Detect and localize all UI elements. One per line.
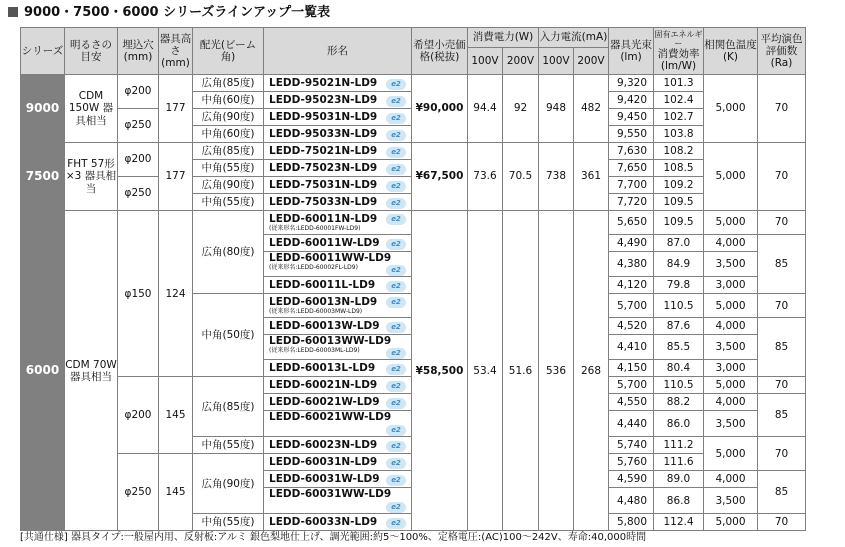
- lumen-cell: 4,380: [609, 252, 654, 277]
- cct-cell: 3,500: [704, 411, 758, 437]
- model-name: LEDD-60023N-LD9: [269, 438, 378, 451]
- efficiency-cell: 109.2: [654, 177, 704, 194]
- lumen-cell: 7,720: [609, 194, 654, 211]
- beam-cell: 広角(80度): [193, 211, 264, 294]
- e2-icon: e2: [386, 364, 406, 375]
- height-9000: 177: [159, 75, 193, 143]
- brightness-6000: CDM 70W 器具相当: [65, 211, 118, 531]
- model-cell: [264, 277, 412, 294]
- header-cct: 相関色温度(K): [704, 28, 758, 75]
- e2-icon: e2: [386, 281, 406, 292]
- former-model-name: (従来形名:LEDD-60003ML-LD9): [269, 347, 360, 355]
- model-name: LEDD-60011L-LD9: [269, 278, 376, 291]
- series-9000: 9000: [21, 75, 65, 143]
- e2-icon: e2: [386, 398, 406, 409]
- e2-icon: e2: [386, 475, 406, 486]
- cct-cell: 3,500: [704, 252, 758, 277]
- brightness-7500: FHT 57形×3 器具相当: [65, 143, 118, 211]
- lumen-cell: 4,480: [609, 488, 654, 514]
- efficiency-cell: 87.0: [654, 235, 704, 252]
- height-6000-2: 145: [159, 377, 193, 454]
- height-6000-1: 124: [159, 211, 193, 377]
- e2-icon: e2: [386, 348, 406, 359]
- cutout-6000-1: φ150: [118, 211, 159, 377]
- cct-cell: 4,000: [704, 318, 758, 335]
- cri-cell: 70: [758, 211, 806, 235]
- efficiency-cell: 109.5: [654, 211, 704, 235]
- cri-cell: 70: [758, 294, 806, 318]
- lumen-cell: 4,410: [609, 335, 654, 360]
- model-cell: [264, 411, 412, 437]
- beam-cell: 広角(90度): [193, 109, 264, 126]
- current100-7500: 738: [539, 143, 574, 211]
- model-cell: [264, 194, 412, 211]
- beam-cell: 広角(85度): [193, 75, 264, 92]
- efficiency-cell: 108.5: [654, 160, 704, 177]
- lumen-cell: 9,550: [609, 126, 654, 143]
- former-model-name: (従来形名:LEDD-60003MW-LD9): [269, 307, 363, 315]
- efficiency-cell: 112.4: [654, 514, 704, 531]
- header-beam: 配光(ビーム角): [193, 28, 264, 75]
- model-cell: [264, 394, 412, 411]
- model-cell: [264, 143, 412, 160]
- e2-icon: e2: [386, 502, 406, 513]
- model-cell: [264, 360, 412, 377]
- series-7500: 7500: [21, 143, 65, 211]
- model-name: LEDD-75031N-LD9: [269, 178, 378, 191]
- current200-7500: 361: [574, 143, 609, 211]
- model-name: LEDD-60013W-LD9: [269, 319, 380, 332]
- cct-cell: 3,000: [704, 277, 758, 294]
- lumen-cell: 5,760: [609, 454, 654, 471]
- model-name: LEDD-60013N-LD9: [269, 295, 378, 308]
- model-cell: [264, 294, 412, 318]
- lumen-cell: 5,740: [609, 437, 654, 454]
- model-name: LEDD-60031W-LD9: [269, 472, 380, 485]
- cct-cell: 4,000: [704, 471, 758, 488]
- e2-icon: e2: [386, 164, 406, 175]
- efficiency-cell: 111.6: [654, 454, 704, 471]
- e2-icon: e2: [386, 425, 406, 436]
- lumen-cell: 4,590: [609, 471, 654, 488]
- former-model-name: (従来形名:LEDD-60001FW-LD9): [269, 224, 361, 232]
- model-cell: [264, 454, 412, 471]
- e2-icon: e2: [386, 518, 406, 529]
- model-name: LEDD-60011WW-LD9: [269, 252, 392, 264]
- cri-cell: 85: [758, 235, 806, 294]
- model-cell: [264, 211, 412, 235]
- efficiency-cell: 101.3: [654, 75, 704, 92]
- header-price: 希望小売価格(税抜): [412, 28, 468, 75]
- header-power-100v: 100V: [468, 48, 503, 75]
- page-title: [8, 3, 330, 23]
- title-square-icon: [8, 7, 18, 17]
- current100-9000: 948: [539, 75, 574, 143]
- e2-icon: e2: [386, 441, 406, 452]
- model-cell: [264, 177, 412, 194]
- e2-icon: e2: [386, 322, 406, 333]
- lumen-cell: 4,120: [609, 277, 654, 294]
- efficiency-cell: 86.0: [654, 411, 704, 437]
- cri-cell: 70: [758, 437, 806, 471]
- beam-cell: 中角(55度): [193, 160, 264, 177]
- cct-cell: 5,000: [704, 514, 758, 531]
- efficiency-cell: 79.8: [654, 277, 704, 294]
- model-cell: [264, 126, 412, 143]
- cri-cell: 85: [758, 471, 806, 514]
- header-efficiency-b: 消費効率(lm/W): [657, 48, 700, 73]
- cct-cell: 4,000: [704, 235, 758, 252]
- cri-cell: 70: [758, 377, 806, 394]
- model-name: LEDD-60013L-LD9: [269, 361, 376, 374]
- common-spec-footer: [共通仕様] 器具タイプ:一般屋内用、反射板:アルミ 銀色梨地仕上げ、調光範囲:約5～100%、定格電圧:(AC)100～242V、寿命:40,000時間: [20, 532, 647, 543]
- power100-7500: 73.6: [468, 143, 503, 211]
- lumen-cell: 5,700: [609, 377, 654, 394]
- beam-cell: 広角(85度): [193, 143, 264, 160]
- efficiency-cell: 85.5: [654, 335, 704, 360]
- e2-icon: e2: [386, 214, 406, 225]
- efficiency-cell: 102.4: [654, 92, 704, 109]
- model-cell: [264, 488, 412, 514]
- header-height: 器具高さ(mm): [159, 28, 193, 75]
- lumen-cell: 4,490: [609, 235, 654, 252]
- table-row: [21, 75, 806, 92]
- power200-9000: 92: [503, 75, 539, 143]
- cct-7500: 5,000: [704, 143, 758, 211]
- model-name: LEDD-95033N-LD9: [269, 127, 378, 140]
- current100-6000: 536: [539, 211, 574, 531]
- cutout-6000-3: φ250: [118, 454, 159, 531]
- power200-7500: 70.5: [503, 143, 539, 211]
- lumen-cell: 5,650: [609, 211, 654, 235]
- efficiency-cell: 102.7: [654, 109, 704, 126]
- header-power: 消費電力(W): [468, 28, 539, 48]
- model-cell: [264, 75, 412, 92]
- cct-cell: 5,000: [704, 437, 758, 471]
- table-row: [21, 211, 806, 235]
- model-name: LEDD-75023N-LD9: [269, 161, 378, 174]
- cct-cell: 5,000: [704, 377, 758, 394]
- header-current: 入力電流(mA): [539, 28, 609, 48]
- power100-6000: 53.4: [468, 211, 503, 531]
- former-model-name: (従来形名:LEDD-60002FL-LD9): [269, 264, 358, 272]
- model-name: LEDD-60033N-LD9: [269, 515, 378, 528]
- efficiency-cell: 87.6: [654, 318, 704, 335]
- cri-9000: 70: [758, 75, 806, 143]
- model-name: LEDD-95031N-LD9: [269, 110, 378, 123]
- beam-cell: 広角(90度): [193, 454, 264, 514]
- beam-cell: 中角(55度): [193, 194, 264, 211]
- header-efficiency-a: 固有エネルギー: [654, 29, 703, 48]
- cct-cell: 5,000: [704, 294, 758, 318]
- header-series: シリーズ: [21, 28, 65, 75]
- price-6000: ¥58,500: [412, 211, 468, 531]
- header-power-200v: 200V: [503, 48, 539, 75]
- price-7500: ¥67,500: [412, 143, 468, 211]
- efficiency-cell: 84.9: [654, 252, 704, 277]
- lumen-cell: 7,700: [609, 177, 654, 194]
- e2-icon: e2: [386, 297, 406, 308]
- lumen-cell: 4,550: [609, 394, 654, 411]
- model-cell: [264, 471, 412, 488]
- cct-cell: 3,500: [704, 488, 758, 514]
- lumen-cell: 4,520: [609, 318, 654, 335]
- lumen-cell: 7,630: [609, 143, 654, 160]
- current200-9000: 482: [574, 75, 609, 143]
- model-cell: [264, 92, 412, 109]
- cri-cell: 70: [758, 514, 806, 531]
- e2-icon: e2: [386, 147, 406, 158]
- header-efficiency: [654, 28, 704, 75]
- cct-cell: 3,000: [704, 360, 758, 377]
- beam-cell: 広角(90度): [193, 177, 264, 194]
- beam-cell: 中角(60度): [193, 126, 264, 143]
- e2-icon: e2: [386, 381, 406, 392]
- efficiency-cell: 110.5: [654, 377, 704, 394]
- efficiency-cell: 109.5: [654, 194, 704, 211]
- height-7500: 177: [159, 143, 193, 211]
- model-name: LEDD-60021WW-LD9: [269, 411, 392, 424]
- model-cell: [264, 235, 412, 252]
- e2-icon: e2: [386, 458, 406, 469]
- lumen-cell: 4,150: [609, 360, 654, 377]
- table-row: [21, 143, 806, 160]
- model-name: LEDD-60011N-LD9: [269, 212, 378, 225]
- header-cutout: 埋込穴(mm): [118, 28, 159, 75]
- lumen-cell: 9,320: [609, 75, 654, 92]
- lumen-cell: 7,650: [609, 160, 654, 177]
- series-6000: 6000: [21, 211, 65, 531]
- beam-cell: 中角(55度): [193, 514, 264, 531]
- lumen-cell: 9,420: [609, 92, 654, 109]
- model-cell: [264, 377, 412, 394]
- e2-icon: e2: [386, 130, 406, 141]
- price-9000: ¥90,000: [412, 75, 468, 143]
- model-name: LEDD-60021W-LD9: [269, 395, 380, 408]
- model-cell: [264, 252, 412, 277]
- e2-icon: e2: [386, 96, 406, 107]
- header-cri: 平均演色評価数(Ra): [758, 28, 806, 75]
- e2-icon: e2: [386, 113, 406, 124]
- header-lumen: 器具光束(lm): [609, 28, 654, 75]
- beam-cell: 中角(50度): [193, 294, 264, 377]
- e2-icon: e2: [386, 265, 406, 276]
- beam-cell: 中角(55度): [193, 437, 264, 454]
- cutout-9000-1: φ200: [118, 75, 159, 109]
- efficiency-cell: 86.8: [654, 488, 704, 514]
- cutout-6000-2: φ200: [118, 377, 159, 454]
- cct-9000: 5,000: [704, 75, 758, 143]
- header-current-100v: 100V: [539, 48, 574, 75]
- lineup-table: [20, 27, 806, 531]
- e2-icon: e2: [386, 198, 406, 209]
- model-name: LEDD-60031WW-LD9: [269, 488, 392, 501]
- model-name: LEDD-95023N-LD9: [269, 93, 378, 106]
- cct-cell: 5,000: [704, 211, 758, 235]
- cct-cell: 3,500: [704, 335, 758, 360]
- efficiency-cell: 111.2: [654, 437, 704, 454]
- efficiency-cell: 89.0: [654, 471, 704, 488]
- header-model: 形名: [264, 28, 412, 75]
- e2-icon: e2: [386, 79, 406, 90]
- efficiency-cell: 103.8: [654, 126, 704, 143]
- model-name: LEDD-60013WW-LD9: [269, 335, 392, 348]
- model-cell: [264, 160, 412, 177]
- height-6000-3: 145: [159, 454, 193, 531]
- model-cell: [264, 437, 412, 454]
- model-name: LEDD-95021N-LD9: [269, 76, 378, 89]
- efficiency-cell: 80.4: [654, 360, 704, 377]
- efficiency-cell: 110.5: [654, 294, 704, 318]
- e2-icon: e2: [386, 181, 406, 192]
- cri-7500: 70: [758, 143, 806, 211]
- cri-cell: 85: [758, 394, 806, 437]
- current200-6000: 268: [574, 211, 609, 531]
- cutout-9000-2: φ250: [118, 109, 159, 143]
- header-brightness: 明るさの目安: [65, 28, 118, 75]
- beam-cell: 広角(85度): [193, 377, 264, 437]
- model-name: LEDD-60011W-LD9: [269, 236, 380, 249]
- lumen-cell: 4,440: [609, 411, 654, 437]
- lumen-cell: 9,450: [609, 109, 654, 126]
- efficiency-cell: 108.2: [654, 143, 704, 160]
- efficiency-cell: 88.2: [654, 394, 704, 411]
- brightness-9000: CDM 150W 器具相当: [65, 75, 118, 143]
- model-name: LEDD-75021N-LD9: [269, 144, 378, 157]
- model-cell: [264, 318, 412, 335]
- model-name: LEDD-60021N-LD9: [269, 378, 378, 391]
- model-name: LEDD-60031N-LD9: [269, 455, 378, 468]
- cutout-7500-2: φ250: [118, 177, 159, 211]
- lumen-cell: 5,800: [609, 514, 654, 531]
- title-text: 9000・7500・6000 シリーズラインアップ一覧表: [24, 5, 331, 20]
- power100-9000: 94.4: [468, 75, 503, 143]
- cct-cell: 4,000: [704, 394, 758, 411]
- lumen-cell: 5,700: [609, 294, 654, 318]
- power200-6000: 51.6: [503, 211, 539, 531]
- model-cell: [264, 109, 412, 126]
- beam-cell: 中角(60度): [193, 92, 264, 109]
- header-current-200v: 200V: [574, 48, 609, 75]
- e2-icon: e2: [386, 239, 406, 250]
- cutout-7500-1: φ200: [118, 143, 159, 177]
- model-cell: [264, 335, 412, 360]
- cri-cell: 85: [758, 318, 806, 377]
- model-name: LEDD-75033N-LD9: [269, 195, 378, 208]
